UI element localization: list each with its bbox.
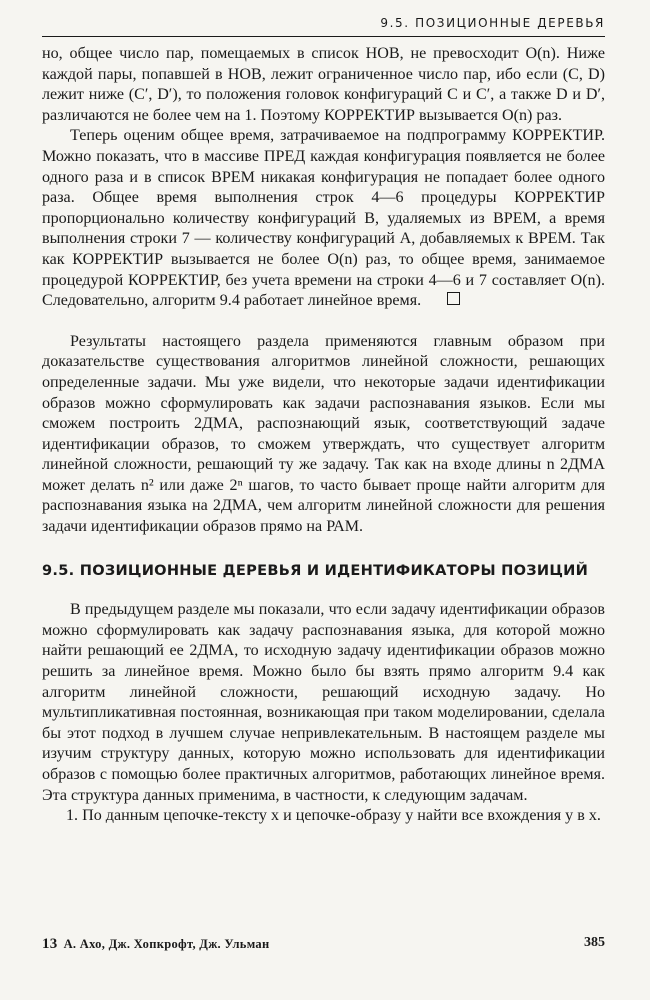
signature-mark: 13	[42, 936, 58, 952]
page-number: 385	[584, 935, 605, 950]
paragraph-gap	[42, 312, 605, 332]
header-rule	[42, 36, 605, 37]
paragraph-time-estimate	[42, 126, 605, 311]
page-body	[42, 44, 605, 827]
paragraph-results: Результаты настоящего раздела применяются главным образом при доказательстве существования алгоритмов линейной сложности, решающих определенные задачи. Мы уже видели, что некоторые задачи идентификации образов можно сформулировать как задачи распознавания языков. Если мы сможем построить 2ДМА, распознающий язык, соответствующий задаче идентификации образов, то сможем утверждать, что существует алгоритм линейной сложности, решающий ту же задачу. Так как на входе длины n 2ДМА может делать n² или даже 2ⁿ шагов, то часто бывает проще найти алгоритм для распознавания языка на 2ДМА, чем алгоритм линейной сложности для решения задачи идентификации образов прямо на РАМ.	[42, 332, 605, 536]
end-of-proof-icon	[447, 292, 460, 305]
paragraph-continued: но, общее число пар, помещаемых в список НОВ, не превосходит O(n). Ниже каждой пары, попавшей в НОВ, лежит ограниченное число пар, ибо если (C, D) лежит ниже (C′, D′), то положения головок конфигураций C и C′, а также D и D′, различаются не более чем на 1. Поэтому КОРРЕКТИР вызывается O(n) раз.	[42, 45, 605, 124]
footer-authors: А. Ахо, Дж. Хопкрофт, Дж. Ульман	[63, 937, 270, 951]
footer-signature	[42, 936, 269, 953]
running-head: 9.5. ПОЗИЦИОННЫЕ ДЕРЕВЬЯ	[380, 16, 605, 30]
list-item: 1. По данным цепочке-тексту x и цепочке-образу y найти все вхождения y в x.	[66, 807, 601, 825]
paragraph-time-estimate-text: Теперь оценим общее время, затрачиваемое на подпрограмму КОРРЕКТИР. Можно показать, что в массиве ПРЕД каждая конфигурация появляется не более одного раза и в список ВРЕМ никакая конфигурация не попадает более одного раза. Общее время выполнения строк 4—6 процедуры КОРРЕКТИР пропорционально количеству конфигураций B, удаляемых из ВРЕМ, а время выполнения строки 7 — количеству конфигураций A, добавляемых к ВРЕМ. Так как КОРРЕКТИР вызывается не более O(n) раз, то общее время, занимаемое процедурой КОРРЕКТИР, без учета времени на строки 4—6 и 7 составляет O(n). Следовательно, алгоритм 9.4 работает линейное время.	[42, 127, 605, 310]
section-heading: 9.5. ПОЗИЦИОННЫЕ ДЕРЕВЬЯ И ИДЕНТИФИКАТОРЫ ПОЗИЦИЙ	[42, 561, 589, 579]
paragraph-section-intro: В предыдущем разделе мы показали, что если задачу идентификации образов можно сформулировать как задачу распознавания языка, для которой можно найти решающий ее 2ДМА, то исходную задачу идентификации образов можно решить за линейное время. Можно было бы взять прямо алгоритм 9.4 как алгоритм линейной сложности, решающий исходную задачу. Но мультипликативная постоянная, возникающая при таком моделировании, сделала бы этот подход в лучшем случае непривлекательным. В настоящем разделе мы изучим структуру данных, которую можно использовать для идентификации образов с помощью более практичных алгоритмов, работающих линейное время. Эта структура данных применима, в частности, к следующим задачам.	[42, 601, 605, 804]
